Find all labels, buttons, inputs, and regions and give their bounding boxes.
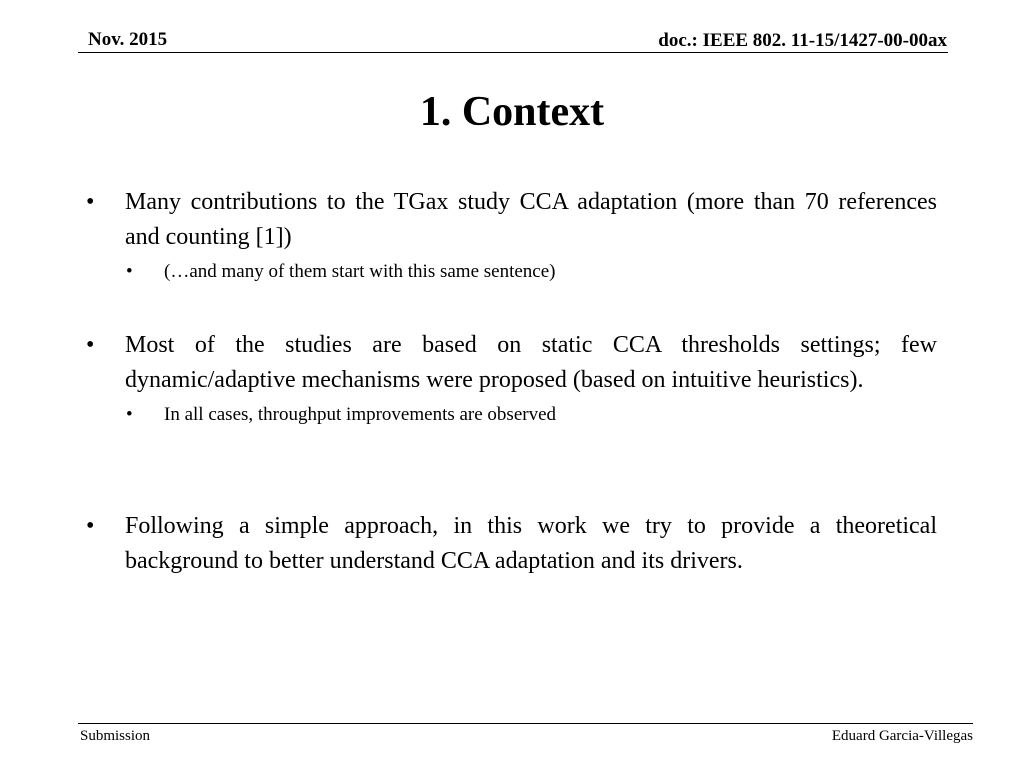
footer-divider — [78, 723, 973, 724]
footer-author: Eduard Garcia-Villegas — [831, 728, 973, 744]
sub-bullet-item — [86, 261, 937, 283]
bullet-icon: • — [126, 404, 133, 425]
bullet-icon: • — [126, 261, 133, 282]
bullet-icon: • — [86, 513, 95, 539]
sub-bullet-item — [86, 404, 937, 426]
sub-bullet-text: (…and many of them start with this same sentence) — [164, 261, 556, 282]
bullet-icon: • — [86, 332, 95, 358]
bullet-icon: • — [86, 189, 95, 215]
bullet-text: Most of the studies are based on static CCA thresholds settings; few dynamic/adaptive mechanisms were proposed (based on intuitive heuristics). — [125, 332, 937, 393]
header-doc-id: doc.: IEEE 802. 11-15/1427-00-00ax — [658, 30, 947, 51]
bullet-item — [86, 509, 937, 578]
sub-bullet-text: In all cases, throughput improvements are observed — [164, 404, 557, 425]
footer-submission: Submission — [80, 728, 151, 744]
slide-title: 1. Context — [419, 89, 605, 135]
bullet-text: Many contributions to the TGax study CCA adaptation (more than 70 references and counting [1]) — [125, 189, 937, 250]
header-date: Nov. 2015 — [88, 29, 168, 50]
slide-body — [86, 185, 937, 578]
bullet-item — [86, 185, 937, 254]
header-divider — [78, 52, 948, 53]
bullet-text: Following a simple approach, in this work we try to provide a theoretical background to better understand CCA adaptation and its drivers. — [125, 513, 937, 574]
bullet-item — [86, 328, 937, 397]
